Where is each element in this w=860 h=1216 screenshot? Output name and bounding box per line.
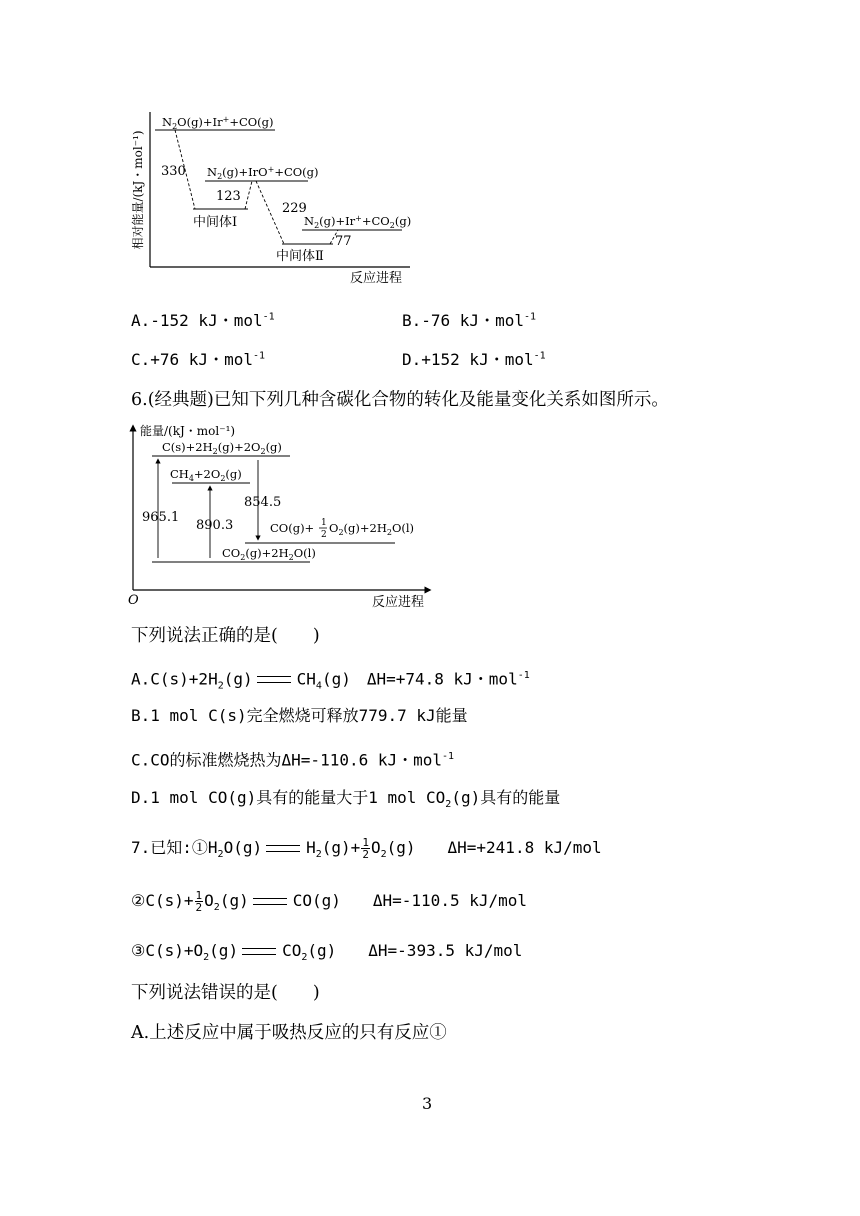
d1-dash-3 [256, 181, 284, 244]
d2-level-co2-label: $CO_2(g)+2H_2O(l)$ [222, 546, 316, 562]
d2-origin-label: O [128, 593, 139, 608]
d2-y-axis-label: 能量/(kJ・mol⁻¹) [140, 424, 236, 438]
energy-diagram-1 [0, 0, 860, 300]
q7-prompt: 下列说法错误的是( ) [131, 983, 320, 1003]
q7-eq2: ②C(s)+ $\frac{1}{2}$ $O_2(g)$ CO(g) ΔH=-110.5 kJ/mol [131, 889, 528, 914]
q5-option-d: D.+152 kJ・mol$^{-1}$ [402, 350, 546, 369]
q6-option-d: D.1 mol CO(g)具有的能量大于1 mol $CO_2(g)$具有的能量 [131, 788, 561, 811]
fraction: $\frac{1}{2}$ [195, 889, 203, 914]
d1-x-axis-label: 反应进程 [350, 271, 403, 286]
fraction: $\frac{1}{2}$ [362, 836, 369, 861]
d2-level-top-label: $C(s)+2H_2(g)+2O_2(g)$ [162, 440, 282, 456]
equals-sign-icon [257, 676, 291, 683]
d2-level-co-frac-num: 1 [321, 518, 327, 528]
q5-option-c: C.+76 kJ・mol$^{-1}$ [131, 350, 266, 369]
d1-dash-2 [245, 181, 252, 209]
q7-stem: 7.已知$:①H_2O(g)$ $H_2(g)+$ $\frac{1}{2}$ $O_2(g)$ ΔH=+241.8 kJ/mol [131, 836, 602, 861]
q7-option-a: A.上述反应中属于吸热反应的只有反应① [131, 1023, 447, 1043]
equals-sign-icon [242, 948, 276, 955]
d1-level-reactants-label: $N_2O(g)+Ir^++CO(g)$ [162, 115, 274, 131]
page-number: 3 [422, 1094, 433, 1113]
d1-y-axis-label: 相对能量/(kJ・mol⁻¹) [131, 130, 145, 250]
equals-sign-icon [266, 845, 300, 852]
d2-level-co-label-rest: $O_2(g)+2H_2O(l)$ [329, 521, 415, 537]
d2-value-854: 854.5 [244, 495, 282, 510]
d1-intermediate2-label: 中间体Ⅱ [276, 249, 324, 264]
d1-value-229: 229 [282, 201, 307, 216]
d2-x-axis-label: 反应进程 [372, 595, 425, 610]
q6-option-a: $A.C(s)+2H_2(g)$ $CH_4(g)$ ΔH=+74.8 kJ・mol$^{-1}$ [131, 669, 530, 692]
d2-level-co-label: CO(g)+ [270, 521, 315, 535]
d2-level-ch4-label: $CH_4+2O_2(g)$ [170, 467, 242, 483]
energy-diagram-2 [0, 418, 860, 618]
q5-option-b: B.-76 kJ・mol$^{-1}$ [402, 311, 537, 330]
d1-level-mid-label: $N_2(g)+IrO^++CO(g)$ [207, 165, 319, 181]
q6-stem: 6.(经典题)已知下列几种含碳化合物的转化及能量变化关系如图所示。 [131, 390, 669, 410]
q5-option-a: A.-152 kJ・mol$^{-1}$ [131, 311, 275, 330]
d1-value-77: 77 [335, 234, 352, 249]
q6-option-c: C.CO的标准燃烧热为ΔH=-110.6 kJ・mol$^{-1}$ [131, 750, 455, 770]
equals-sign-icon [253, 898, 287, 905]
d2-value-965: 965.1 [142, 510, 180, 525]
q6-prompt: 下列说法正确的是( ) [131, 626, 320, 646]
d1-level-products-label: $N_2(g)+Ir^++CO_2(g)$ [304, 214, 412, 230]
d1-value-123: 123 [216, 189, 241, 204]
d1-value-330: 330 [161, 164, 186, 179]
d2-value-890: 890.3 [196, 518, 234, 533]
d2-level-co-frac-den: 2 [321, 530, 327, 540]
q7-eq3: $③C(s)+O_2(g)$ $CO_2(g)$ ΔH=-393.5 kJ/mol [131, 941, 523, 964]
q6-option-b: B.1 mol C(s)完全燃烧可释放779.7 kJ能量 [131, 706, 468, 725]
d1-intermediate1-label: 中间体Ⅰ [193, 215, 238, 230]
